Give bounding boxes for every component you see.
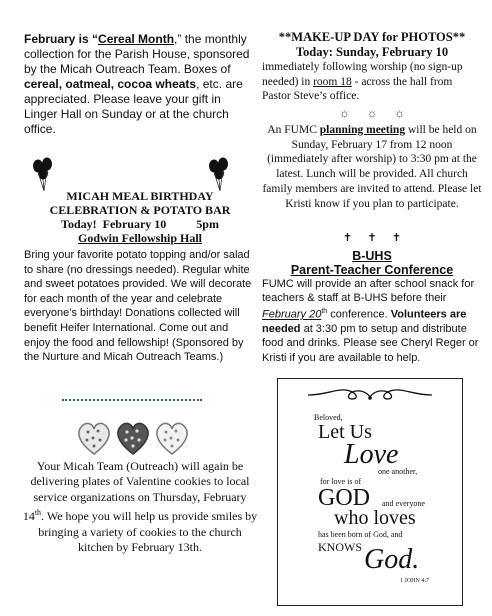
cookie-hearts-icon bbox=[74, 416, 192, 458]
buhs-body: FUMC will provide an after school snack for teachers & staff at B-UHS before their February 20th conference. Volunteers are needed at 3:30 pm to setup and distribute food and drinks. Please see Cheryl Reger or Kristi if you are available to help. bbox=[262, 278, 479, 364]
poster-line-beloved: Beloved, bbox=[314, 413, 343, 422]
poster-line-reference: 1 JOHN 4:7 bbox=[400, 578, 430, 584]
valentine-cookies-notice: Your Micah Team (Outreach) will again be delivering plates of Valentine cookies to local service organizations on Thursday, February 14th. We hope you will help us provide smiles by bringing a variety of cookies to the church kitchen by February 13th. bbox=[22, 459, 258, 555]
flourish-ornament-icon bbox=[278, 383, 462, 407]
poster-line-love: Love bbox=[344, 439, 399, 470]
cereal-month-link: Cereal Month bbox=[98, 32, 175, 46]
scripture-poster bbox=[277, 378, 463, 606]
birthday-body: Bring your favorite potato topping and/or salad to share (no dressings needed). Regular white and sweet potatoes provided. We will decorate for each month of the year and celebrate everyone’s birthday! Donations collected will benefit Heifer International. Come out and enjoy the food and fellowship! (Sponsored by the Nurture and Micah Outreach Teams.) bbox=[24, 249, 252, 364]
dotted-divider bbox=[62, 399, 202, 401]
poster-line-god: GOD bbox=[318, 485, 370, 511]
poster-line-for-love: for love is of bbox=[320, 477, 362, 486]
cross-divider: ✝ ✝ ✝ bbox=[342, 232, 402, 244]
buhs-title: B-UHS bbox=[352, 249, 392, 263]
poster-line-god-script: God. bbox=[364, 544, 420, 575]
birthday-when: Today! February 10 5pm bbox=[61, 217, 219, 231]
poster-line-knows: KNOWS bbox=[318, 540, 362, 554]
birthday-title-line2: CELEBRATION & POTATO BAR bbox=[49, 203, 231, 217]
planning-meeting-notice: An FUMC planning meeting will be held on Sunday, February 17 from 12 noon (immediately after worship) to 3:30 pm at the latest. Lunch will be provided. All church family members are invited to attend. Please let Kristi know if you plan to participate. bbox=[262, 124, 482, 210]
poster-line-one-another: one another, bbox=[378, 467, 418, 476]
poster-line-let-us: Let Us bbox=[318, 421, 372, 443]
balloons-icon bbox=[206, 157, 236, 193]
sun-divider: ☼ ☼ ☼ bbox=[338, 106, 406, 120]
makeup-day-body: immediately following worship (no sign-up needed) in room 18 - across the hall from Pastor Steve’s office. bbox=[262, 61, 463, 103]
poster-line-who-loves: who loves bbox=[334, 507, 416, 529]
balloons-icon bbox=[30, 157, 60, 193]
poster-line-everyone: and everyone bbox=[382, 499, 425, 508]
parent-teacher-title: Parent-Teacher Conference bbox=[290, 263, 454, 277]
makeup-day-title: **MAKE-UP DAY for PHOTOS** bbox=[278, 30, 466, 44]
poster-line-born-of-god: has been born of God, and bbox=[318, 530, 403, 539]
birthday-celebration bbox=[24, 189, 256, 365]
birthday-title-line1: MICAH MEAL BIRTHDAY bbox=[66, 189, 214, 203]
makeup-day-date: Today: Sunday, February 10 bbox=[295, 45, 449, 59]
birthday-where: Godwin Fellowship Hall bbox=[77, 231, 203, 245]
cereal-month-notice: February is “Cereal Month,” the monthly collection for the Parish House, sponsored by the Micah Outreach Team. Boxes of cereal, oatmeal, cocoa wheats, etc. are appreciated. Please leave your gift in Linger Hall on Sunday or at the church office. bbox=[24, 32, 250, 136]
